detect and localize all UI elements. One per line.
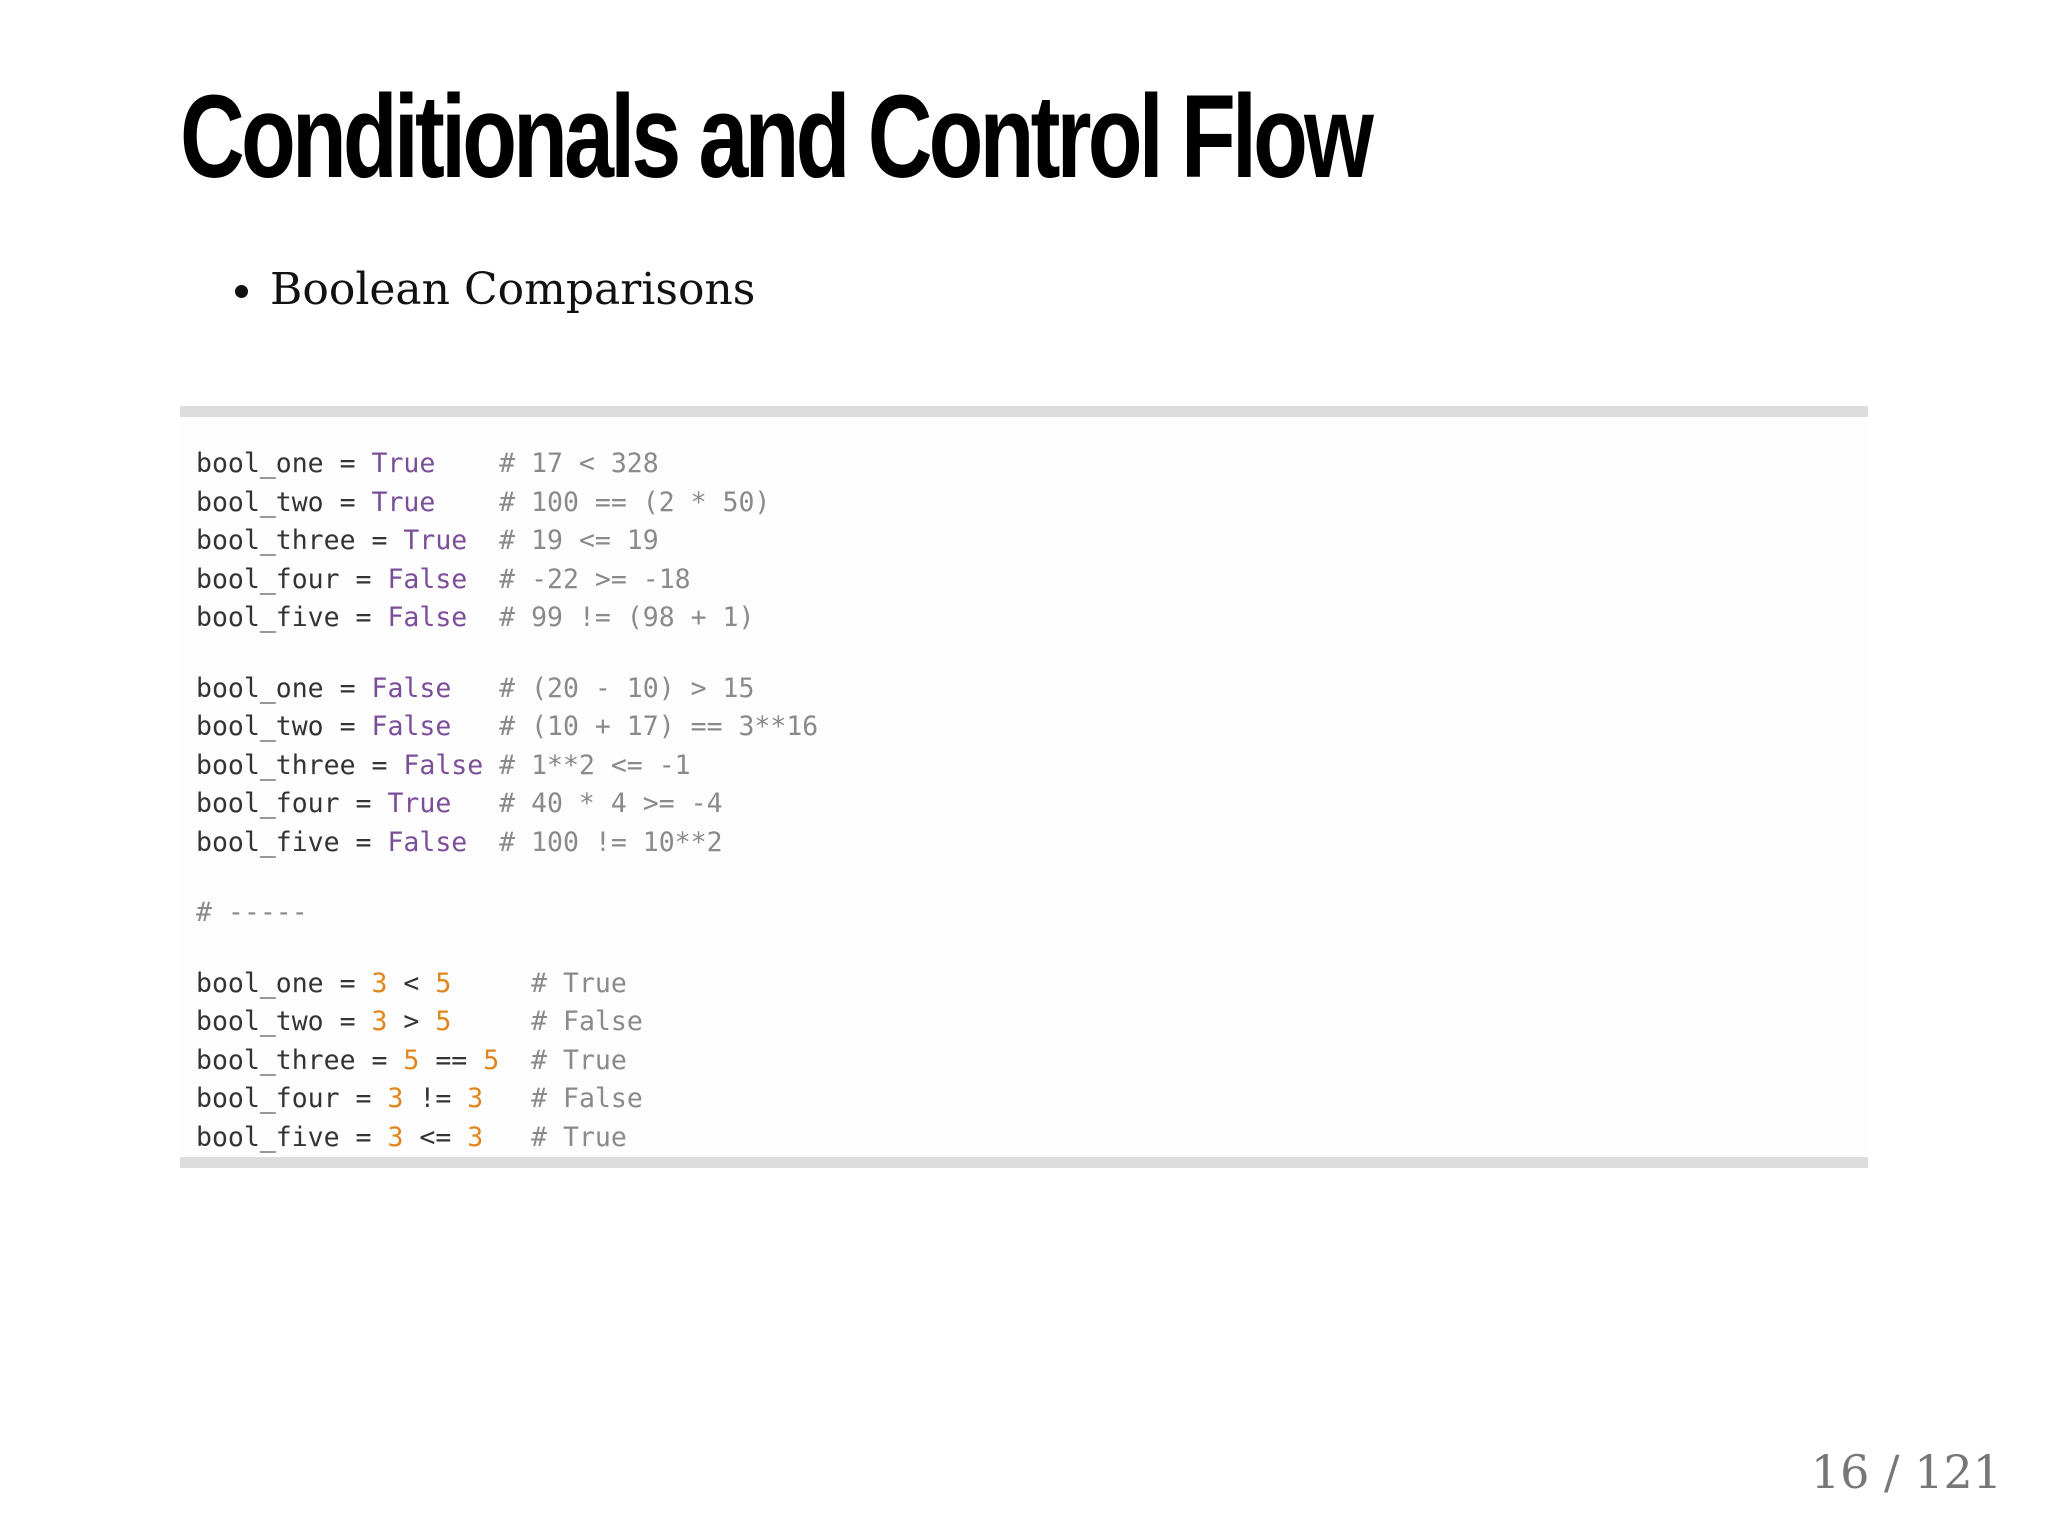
code-line (196, 708, 1868, 747)
code-keyword: False (387, 563, 468, 595)
code-text: bool_two = (196, 1006, 372, 1037)
code-comment: # True (531, 1044, 627, 1076)
bullet-item: • Boolean Comparisons (268, 260, 755, 320)
code-block (180, 406, 1868, 1168)
code-text (451, 711, 499, 742)
code-line (196, 484, 1868, 523)
code-text (467, 564, 499, 595)
code-line (196, 599, 1868, 638)
code-text (483, 1122, 531, 1153)
code-line (196, 965, 1868, 1004)
code-comment: # False (531, 1006, 643, 1037)
code-text: bool_three = (196, 525, 404, 556)
code-text: bool_one = (196, 448, 372, 479)
code-group (196, 445, 1868, 638)
code-group (196, 894, 1868, 933)
code-text: <= (403, 1121, 468, 1153)
code-number: 3 (387, 1121, 404, 1153)
bullet-list (268, 260, 755, 320)
code-line (196, 1119, 1868, 1158)
code-text: bool_four = (196, 563, 388, 595)
code-text (451, 968, 531, 999)
code-keyword: True (387, 788, 452, 819)
code-text (483, 1083, 531, 1114)
code-comment: # 17 < 328 (499, 448, 659, 479)
code-comment: # 19 <= 19 (499, 525, 659, 556)
code-text: > (387, 1006, 436, 1037)
code-text (467, 827, 499, 858)
code-keyword: False (387, 826, 468, 858)
code-text (451, 1006, 531, 1037)
code-number: 5 (483, 1044, 500, 1076)
code-keyword: True (403, 525, 468, 556)
code-keyword: False (371, 711, 452, 742)
page-total: 121 (1914, 1445, 2002, 1499)
code-line (196, 1080, 1868, 1119)
code-text: bool_five = (196, 826, 388, 858)
code-text: != (403, 1083, 468, 1114)
code-comment: # 40 * 4 >= -4 (499, 788, 723, 819)
code-text: bool_two = (196, 486, 372, 518)
code-text: bool_one = (196, 967, 372, 999)
code-text: bool_four = (196, 1083, 388, 1114)
code-number: 3 (371, 1006, 388, 1037)
code-text: bool_two = (196, 711, 372, 742)
code-comment: # 100 == (2 * 50) (499, 486, 771, 518)
code-comment: # (20 - 10) > 15 (499, 672, 755, 704)
code-text (435, 487, 499, 518)
code-line (196, 824, 1868, 863)
code-text: < (387, 967, 436, 999)
code-line (196, 747, 1868, 786)
page-current: 16 (1810, 1445, 1870, 1499)
code-comment: # 1**2 <= -1 (499, 749, 691, 781)
code-line (196, 894, 1868, 933)
code-number: 3 (467, 1121, 484, 1153)
code-text: bool_five = (196, 602, 388, 633)
code-comment: # 99 != (98 + 1) (499, 602, 755, 633)
code-keyword: False (403, 749, 484, 781)
code-comment: # 100 != 10**2 (499, 826, 723, 858)
code-text: == (419, 1044, 484, 1076)
code-keyword: True (371, 448, 436, 479)
code-number: 5 (435, 1006, 452, 1037)
code-text (483, 750, 499, 781)
code-text (451, 788, 499, 819)
code-number: 3 (387, 1083, 404, 1114)
code-number: 3 (467, 1083, 484, 1114)
code-text: bool_five = (196, 1121, 388, 1153)
code-text (467, 525, 499, 556)
code-line (196, 785, 1868, 824)
code-line (196, 1042, 1868, 1081)
code-text (435, 448, 499, 479)
code-text: bool_four = (196, 788, 388, 819)
code-text: bool_three = (196, 749, 404, 781)
page-separator: / (1869, 1445, 1915, 1499)
code-line (196, 561, 1868, 600)
code-number: 5 (435, 967, 452, 999)
code-comment: # True (531, 967, 627, 999)
code-comment: # ----- (196, 897, 308, 928)
code-number: 5 (403, 1044, 420, 1076)
code-line (196, 522, 1868, 561)
code-number: 3 (371, 967, 388, 999)
page-counter (1811, 1445, 2002, 1499)
code-group (196, 670, 1868, 863)
code-text (467, 602, 499, 633)
code-text (451, 673, 499, 704)
code-comment: # (10 + 17) == 3**16 (499, 711, 819, 742)
code-text (499, 1045, 531, 1076)
slide-title: Conditionals and Control Flow (180, 71, 1371, 203)
code-comment: # -22 >= -18 (499, 563, 691, 595)
code-line (196, 1003, 1868, 1042)
code-text: bool_three = (196, 1044, 404, 1076)
code-keyword: False (387, 602, 468, 633)
code-comment: # False (531, 1083, 643, 1114)
code-keyword: True (371, 486, 436, 518)
code-text: bool_one = (196, 672, 372, 704)
code-group (196, 965, 1868, 1158)
code-line (196, 445, 1868, 484)
code-keyword: False (371, 672, 452, 704)
code-line (196, 670, 1868, 709)
code-comment: # True (531, 1121, 627, 1153)
